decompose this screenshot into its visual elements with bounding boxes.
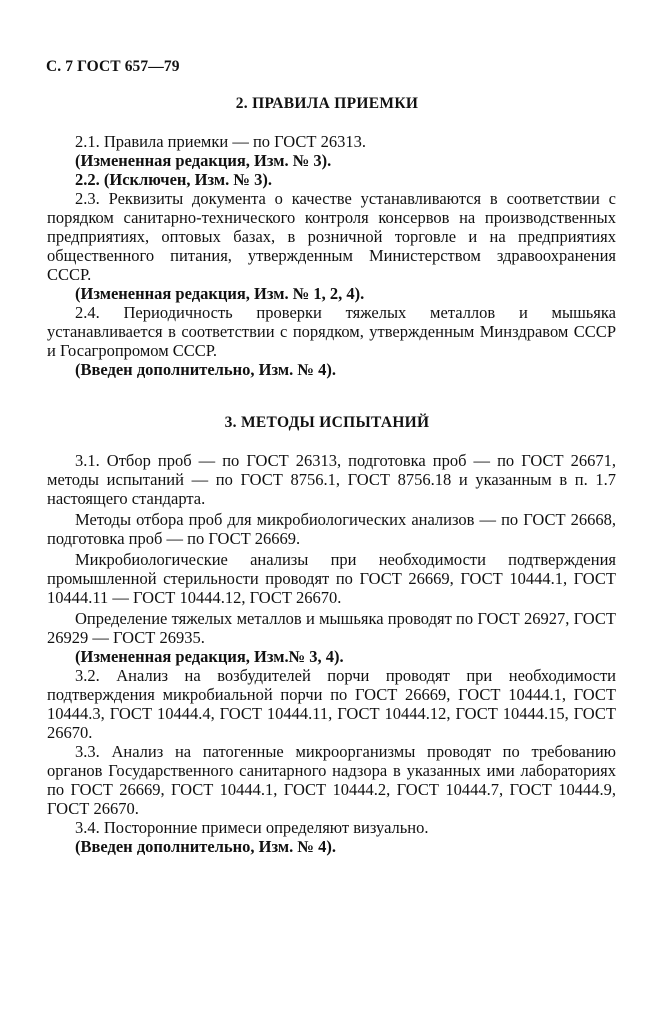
clause-3-4: 3.4. Посторонние примеси определяют визуально. — [75, 818, 429, 837]
clause-2-4: 2.4. Периодичность проверки тяжелых металлов и мышьяка устанавливается в соответствии с порядком, утвержденным Минздравом СССР и Госагропромом СССР. — [47, 303, 616, 360]
paragraph-sampling-methods: Методы отбора проб для микробиологических анализов — по ГОСТ 26668, подготовка проб — по ГОСТ 26669. — [47, 510, 616, 548]
section-body-test-methods — [47, 451, 616, 856]
section-title-test-methods: 3. МЕТОДЫ ИСПЫТАНИЙ — [224, 414, 430, 431]
clause-2-1: 2.1. Правила приемки — по ГОСТ 26313. — [75, 132, 366, 151]
page-header: С. 7 ГОСТ 657—79 — [46, 58, 180, 75]
clause-3-1: 3.1. Отбор проб — по ГОСТ 26313, подготовка проб — по ГОСТ 26671, методы испытаний — по ГОСТ 8756.1, ГОСТ 8756.18 и указанным в п. 1.7 настоящего стандарта. — [47, 451, 616, 508]
amendment-note: (Измененная редакция, Изм. № 1, 2, 4). — [75, 284, 365, 303]
section-body-acceptance-rules — [47, 132, 616, 379]
section-title-acceptance-rules: 2. ПРАВИЛА ПРИЕМКИ — [235, 95, 419, 112]
clause-3-3: 3.3. Анализ на патогенные микроорганизмы проводят по требованию органов Государственного санитарного надзора в указанных ими лабораториях по ГОСТ 26669, ГОСТ 10444.1, ГОСТ 10444.2, ГОСТ 10444.7, ГОСТ 10444.9, ГОСТ 26670. — [47, 742, 616, 818]
clause-3-2: 3.2. Анализ на возбудителей порчи проводят при необходимости подтверждения микробиальной порчи по ГОСТ 26669, ГОСТ 10444.1, ГОСТ 10444.3, ГОСТ 10444.4, ГОСТ 10444.11, ГОСТ 10444.12, ГОСТ 10444.15, ГОСТ 26670. — [47, 666, 616, 742]
paragraph-heavy-metals: Определение тяжелых металлов и мышьяка проводят по ГОСТ 26927, ГОСТ 26929 — ГОСТ 26935. — [47, 609, 616, 647]
paragraph-microbiological-analyses: Микробиологические анализы при необходимости подтверждения промышленной стерильности проводят по ГОСТ 26669, ГОСТ 10444.1, ГОСТ 10444.11 — ГОСТ 10444.12, ГОСТ 26670. — [47, 550, 616, 607]
amendment-note: (Введен дополнительно, Изм. № 4). — [75, 360, 336, 379]
clause-2-2: 2.2. (Исключен, Изм. № 3). — [75, 170, 272, 189]
amendment-note: (Измененная редакция, Изм. № 3). — [75, 151, 332, 170]
amendment-note: (Введен дополнительно, Изм. № 4). — [75, 837, 336, 856]
amendment-note: (Измененная редакция, Изм.№ 3, 4). — [75, 647, 344, 666]
clause-2-3: 2.3. Реквизиты документа о качестве устанавливаются в соответствии с порядком санитарно-технического контроля консервов на производственных предприятиях, оптовых базах, в розничной торговле и на предприятиях общественного питания, утвержденным Министерством здравоохранения СССР. — [47, 189, 616, 284]
